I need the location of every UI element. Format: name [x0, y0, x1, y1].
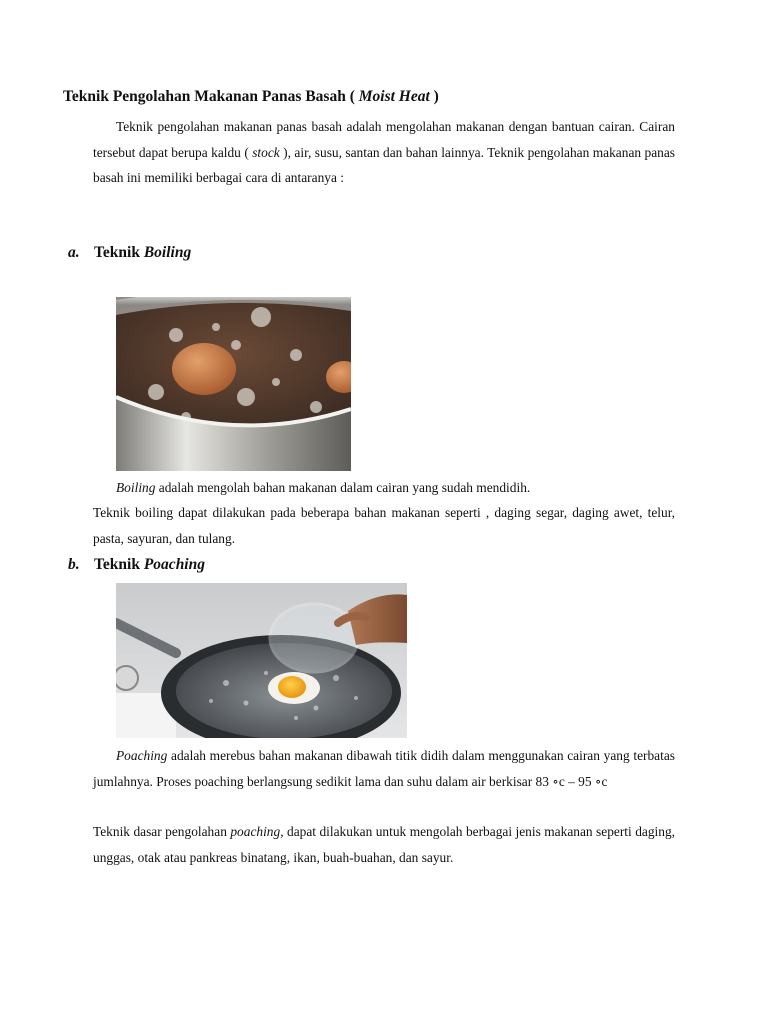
heading-italic: Poaching — [143, 556, 205, 573]
intro-paragraph — [93, 114, 675, 191]
boiling-eggs-photo — [116, 297, 351, 471]
section-heading-poaching — [68, 555, 205, 575]
title-italic: Moist Heat — [358, 88, 430, 105]
section-letter: b. — [68, 556, 80, 573]
poaching-egg-photo — [116, 583, 407, 738]
poaching-detail-prefix: Teknik dasar pengolahan — [93, 824, 231, 839]
intro-text-2: ), air, susu, santan dan bahan lainnya. Teknik pengolahan makanan panas basah ini memiliki berbagai cara di antaranya : — [93, 144, 676, 185]
boiling-term: Boiling — [116, 480, 156, 495]
intro-italic-stock: stock — [252, 144, 280, 160]
poaching-definition — [93, 743, 675, 794]
poaching-detail-text: , dapat dilakukan untuk mengolah berbagai jenis makanan seperti daging, unggas, otak atau pankreas binatang, ikan, buah-buahan, dan sayur. — [93, 824, 675, 865]
heading-text: Teknik — [94, 244, 144, 261]
boiling-definition — [116, 475, 530, 501]
poaching-detail-italic: poaching — [230, 824, 281, 839]
intro-text-1: Teknik pengolahan makanan panas basah adalah mengolahan makanan dengan bantuan cairan. Cairan tersebut dapat berupa kaldu ( — [93, 119, 675, 160]
poaching-detail — [93, 819, 675, 870]
title-suffix: ) — [429, 88, 439, 105]
boiling-detail: Teknik boiling dapat dilakukan pada beberapa bahan makanan seperti , daging segar, daging awet, telur, pasta, sayuran, dan tulang. — [93, 505, 675, 546]
boiling-definition-text: adalah mengolah bahan makanan dalam cairan yang sudah mendidih. — [155, 480, 531, 495]
document-title — [63, 87, 683, 107]
section-heading-boiling — [68, 243, 191, 263]
section-letter: a. — [68, 244, 80, 261]
heading-italic: Boiling — [143, 244, 192, 261]
heading-text: Teknik — [94, 556, 144, 573]
title-text: Teknik Pengolahan Makanan Panas Basah ( — [63, 88, 359, 105]
poaching-definition-text: adalah merebus bahan makanan dibawah titik didih dalam menggunakan cairan yang terbatas jumlahnya. Proses poaching berlangsung sedikit lama dan suhu dalam air berkisar 83 ∘c – 95 ∘c — [93, 748, 675, 789]
poaching-term: Poaching — [116, 748, 168, 763]
